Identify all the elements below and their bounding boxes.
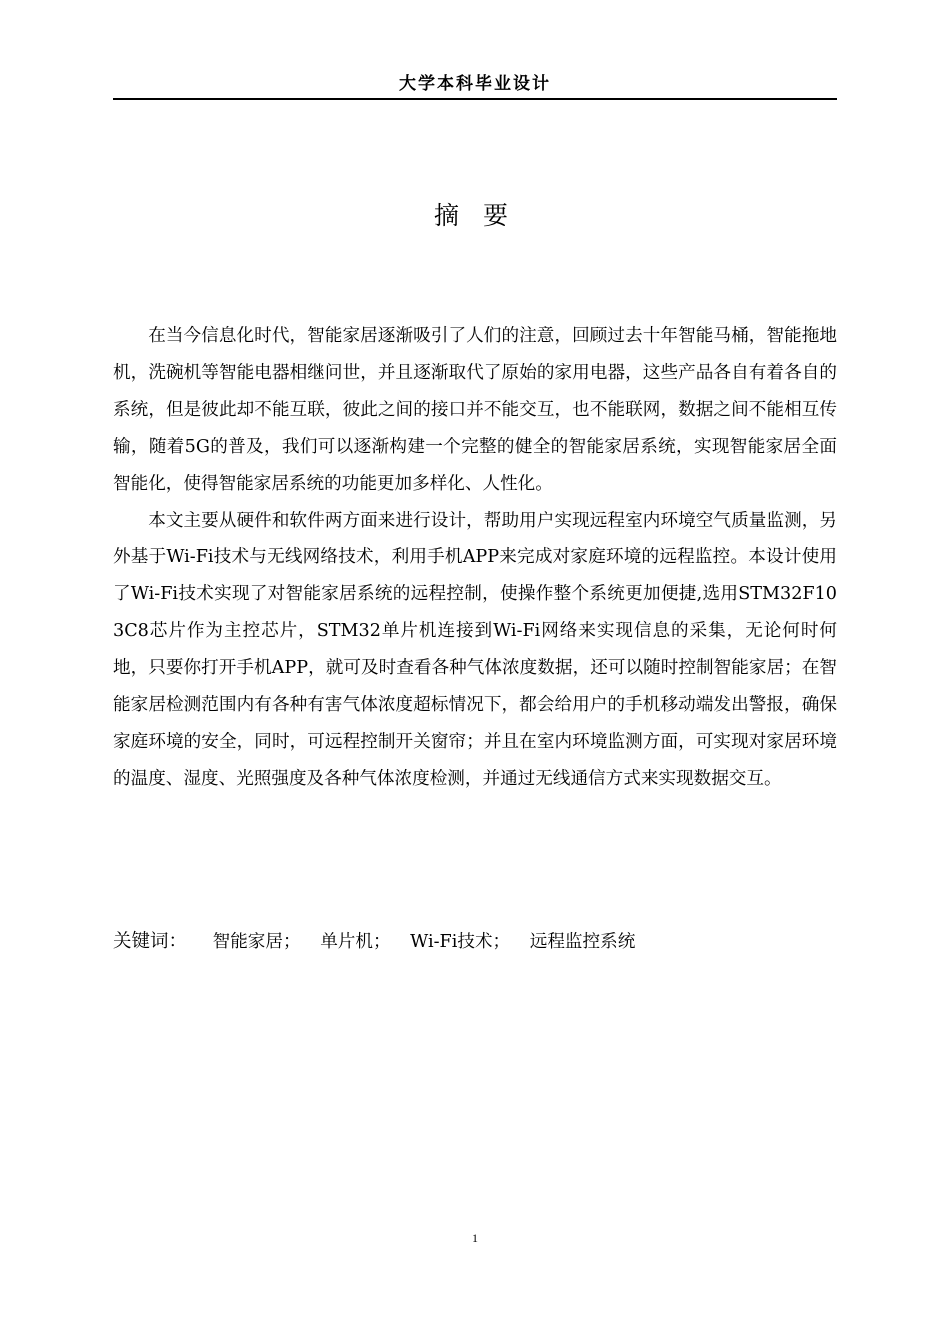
keywords-line [113,924,837,960]
keyword-item: 远程监控系统 [529,932,636,952]
page-header [113,70,837,100]
keyword-item: 智能家居； [212,932,301,952]
abstract-title: 摘 要 [434,201,516,230]
abstract-body [113,318,837,798]
keywords-label: 关键词： [113,931,188,952]
page-number: 1 [472,1231,478,1245]
keyword-item: Wi-Fi技术； [410,932,511,952]
keyword-item: 单片机； [320,932,391,952]
header-title: 大学本科毕业设计 [399,74,551,94]
abstract-paragraph-1: 在当今信息化时代，智能家居逐渐吸引了人们的注意，回顾过去十年智能马桶，智能拖地机，洗碗机等智能电器相继问世，并且逐渐取代了原始的家用电器，这些产品各自有着各自的系统，但是彼此却不能互联，彼此之间的接口并不能交互，也不能联网，数据之间不能相互传输，随着5G的普及，我们可以逐渐构建一个完整的健全的智能家居系统，实现智能家居全面智能化，使得智能家居系统的功能更加多样化、人性化。 [113,326,837,494]
abstract-paragraph-2: 本文主要从硬件和软件两方面来进行设计，帮助用户实现远程室内环境空气质量监测，另外基于Wi-Fi技术与无线网络技术，利用手机APP来完成对家庭环境的远程监控。本设计使用了Wi-Fi技术实现了对智能家居系统的远程控制，使操作整个系统更加便捷,选用STM32F103C8芯片作为主控芯片，STM32单片机连接到Wi-Fi网络来实现信息的采集，无论何时何地，只要你打开手机APP，就可及时查看各种气体浓度数据，还可以随时控制智能家居；在智能家居检测范围内有各种有害气体浓度超标情况下，都会给用户的手机移动端发出警报，确保家庭环境的安全，同时，可远程控制开关窗帘；并且在室内环境监测方面，可实现对家居环境的温度、湿度、光照强度及各种气体浓度检测，并通过无线通信方式来实现数据交互。 [113,510,837,789]
